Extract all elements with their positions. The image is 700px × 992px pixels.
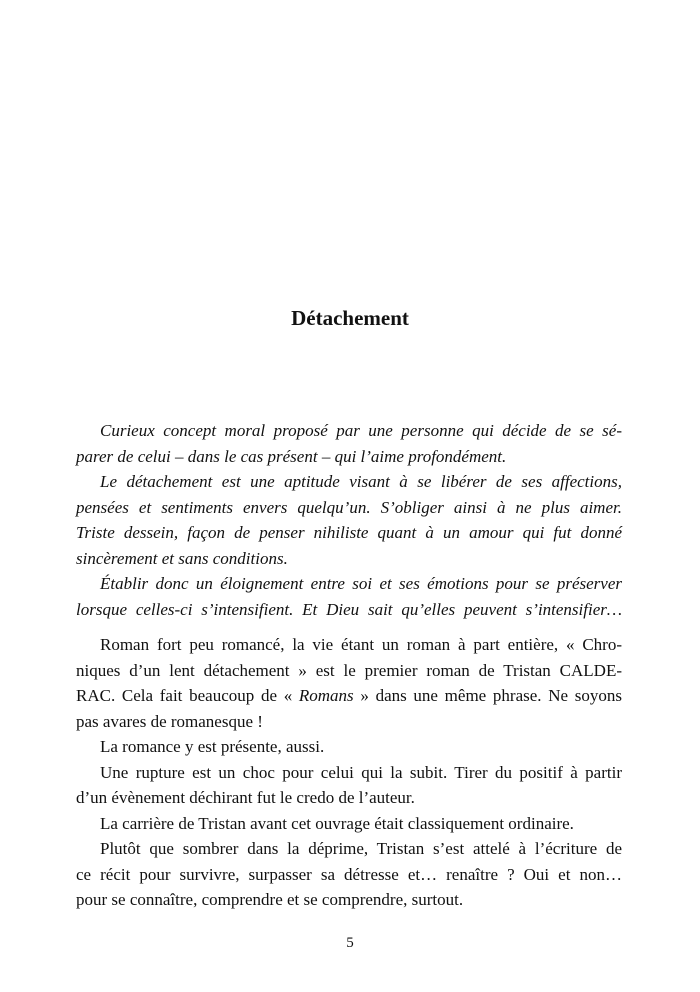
preface-line: lorsque celles-ci s’intensifient. Et Dieu sait qu’elles peuvent s’intensifier…: [76, 599, 622, 619]
body-line: ce récit pour survivre, surpasser sa détresse et… renaître ? Oui et non…: [76, 864, 622, 884]
preface-line: Établir donc un éloignement entre soi et ses émotions pour se préserver: [100, 574, 622, 593]
italic-preface: [76, 418, 622, 622]
body-line: La carrière de Tristan avant cet ouvrage était classiquement ordinaire.: [100, 813, 574, 833]
preface-line: pensées et sentiments envers quelqu’un. S’obliger ainsi à ne plus aimer.: [76, 497, 622, 517]
body-text: [76, 632, 622, 913]
body-line: niques d’un lent détachement » est le premier roman de Tristan CALDE-: [76, 660, 622, 680]
body-line-part: RAC. Cela fait beaucoup de «: [76, 686, 299, 705]
body-line: pas avares de romanesque !: [76, 711, 263, 731]
body-line: La romance y est présente, aussi.: [100, 737, 325, 756]
preface-line: Curieux concept moral proposé par une personne qui décide de se sé-: [100, 421, 622, 440]
page-number: 5: [346, 935, 354, 951]
italic-word: Romans: [298, 686, 354, 705]
body-line: d’un évènement déchirant fut le credo de l’auteur.: [76, 788, 415, 807]
body-line: Roman fort peu romancé, la vie étant un roman à part entière, « Chro-: [100, 635, 622, 654]
preface-line: sincèrement et sans conditions.: [76, 548, 288, 568]
body-line: pour se connaître, comprendre et se comprendre, surtout.: [76, 890, 464, 909]
body-line: Une rupture est un choc pour celui qui la subit. Tirer du positif à partir: [100, 762, 622, 782]
chapter-title: Détachement: [291, 306, 409, 330]
body-line: [76, 683, 622, 709]
preface-line: parer de celui – dans le cas présent – qui l’aime profondément.: [76, 446, 507, 466]
preface-line: Le détachement est une aptitude visant à se libérer de ses affections,: [100, 472, 622, 491]
body-line-part: » dans une même phrase. Ne soyons: [353, 686, 622, 705]
preface-line: Triste dessein, façon de penser nihiliste quant à un amour qui fut donné: [76, 523, 622, 542]
body-line: Plutôt que sombrer dans la déprime, Tristan s’est attelé à l’écriture de: [100, 839, 622, 858]
